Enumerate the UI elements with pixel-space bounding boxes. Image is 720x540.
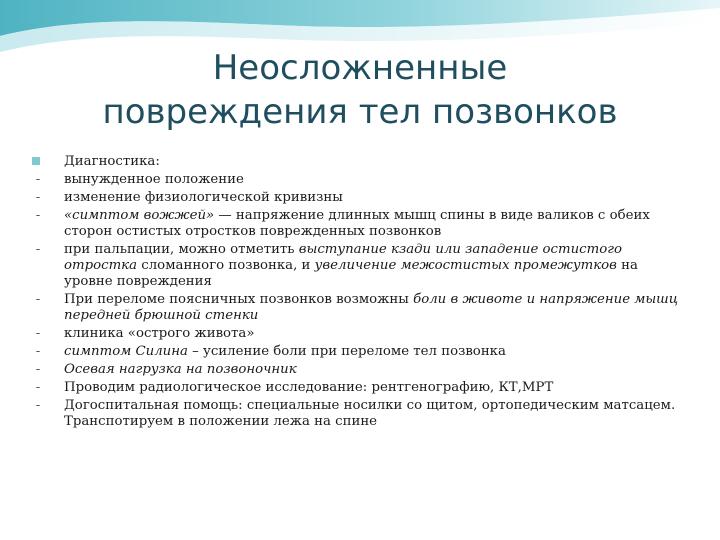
content-list	[28, 154, 688, 432]
list-heading-row	[28, 154, 688, 170]
list-heading: Диагностика:	[64, 154, 160, 169]
list-item: - Проводим радиологическое исследование: рентгенографию, КТ,МРТ	[28, 380, 688, 396]
dash-marker: -	[35, 292, 41, 307]
list-item: - При переломе поясничных позвонков возможны боли в животе и напряжение мышц передней брюшной стенки	[28, 292, 688, 324]
title-line-2: повреждения тел позвонков	[102, 92, 618, 132]
list-item: - симптом Силина – усиление боли при переломе тел позвонка	[28, 344, 688, 360]
list-item: - Догоспитальная помощь: специальные носилки со щитом, ортопедическим матсацем. Транспотируем в положении лежа на спине	[28, 398, 688, 430]
list-item: - изменение физиологической кривизны	[28, 190, 688, 206]
title-line-1: Неосложненные	[212, 48, 508, 88]
list-item: - клиника «острого живота»	[28, 326, 688, 342]
dash-marker: -	[35, 242, 41, 257]
dash-marker: -	[35, 362, 41, 377]
dash-marker: -	[35, 190, 41, 205]
dash-marker: -	[35, 172, 41, 187]
dash-marker: -	[35, 380, 41, 395]
square-bullet-icon	[32, 157, 40, 165]
slide-title	[40, 46, 680, 134]
list-item: - вынужденное положение	[28, 172, 688, 188]
dash-marker: -	[35, 208, 41, 223]
dash-marker: -	[35, 398, 41, 413]
list-item: - при пальпации, можно отметить выступание кзади или западение остистого отростка сломанного позвонка, и увеличение межостистых промежутков на уровне повреждения	[28, 242, 688, 290]
list-item: - Осевая нагрузка на позвоночник	[28, 362, 688, 378]
list-item: - «симптом вожжей» — напряжение длинных мышц спины в виде валиков с обеих сторон остистых отростков поврежденных позвонков	[28, 208, 688, 240]
dash-marker: -	[35, 326, 41, 341]
dash-marker: -	[35, 344, 41, 359]
